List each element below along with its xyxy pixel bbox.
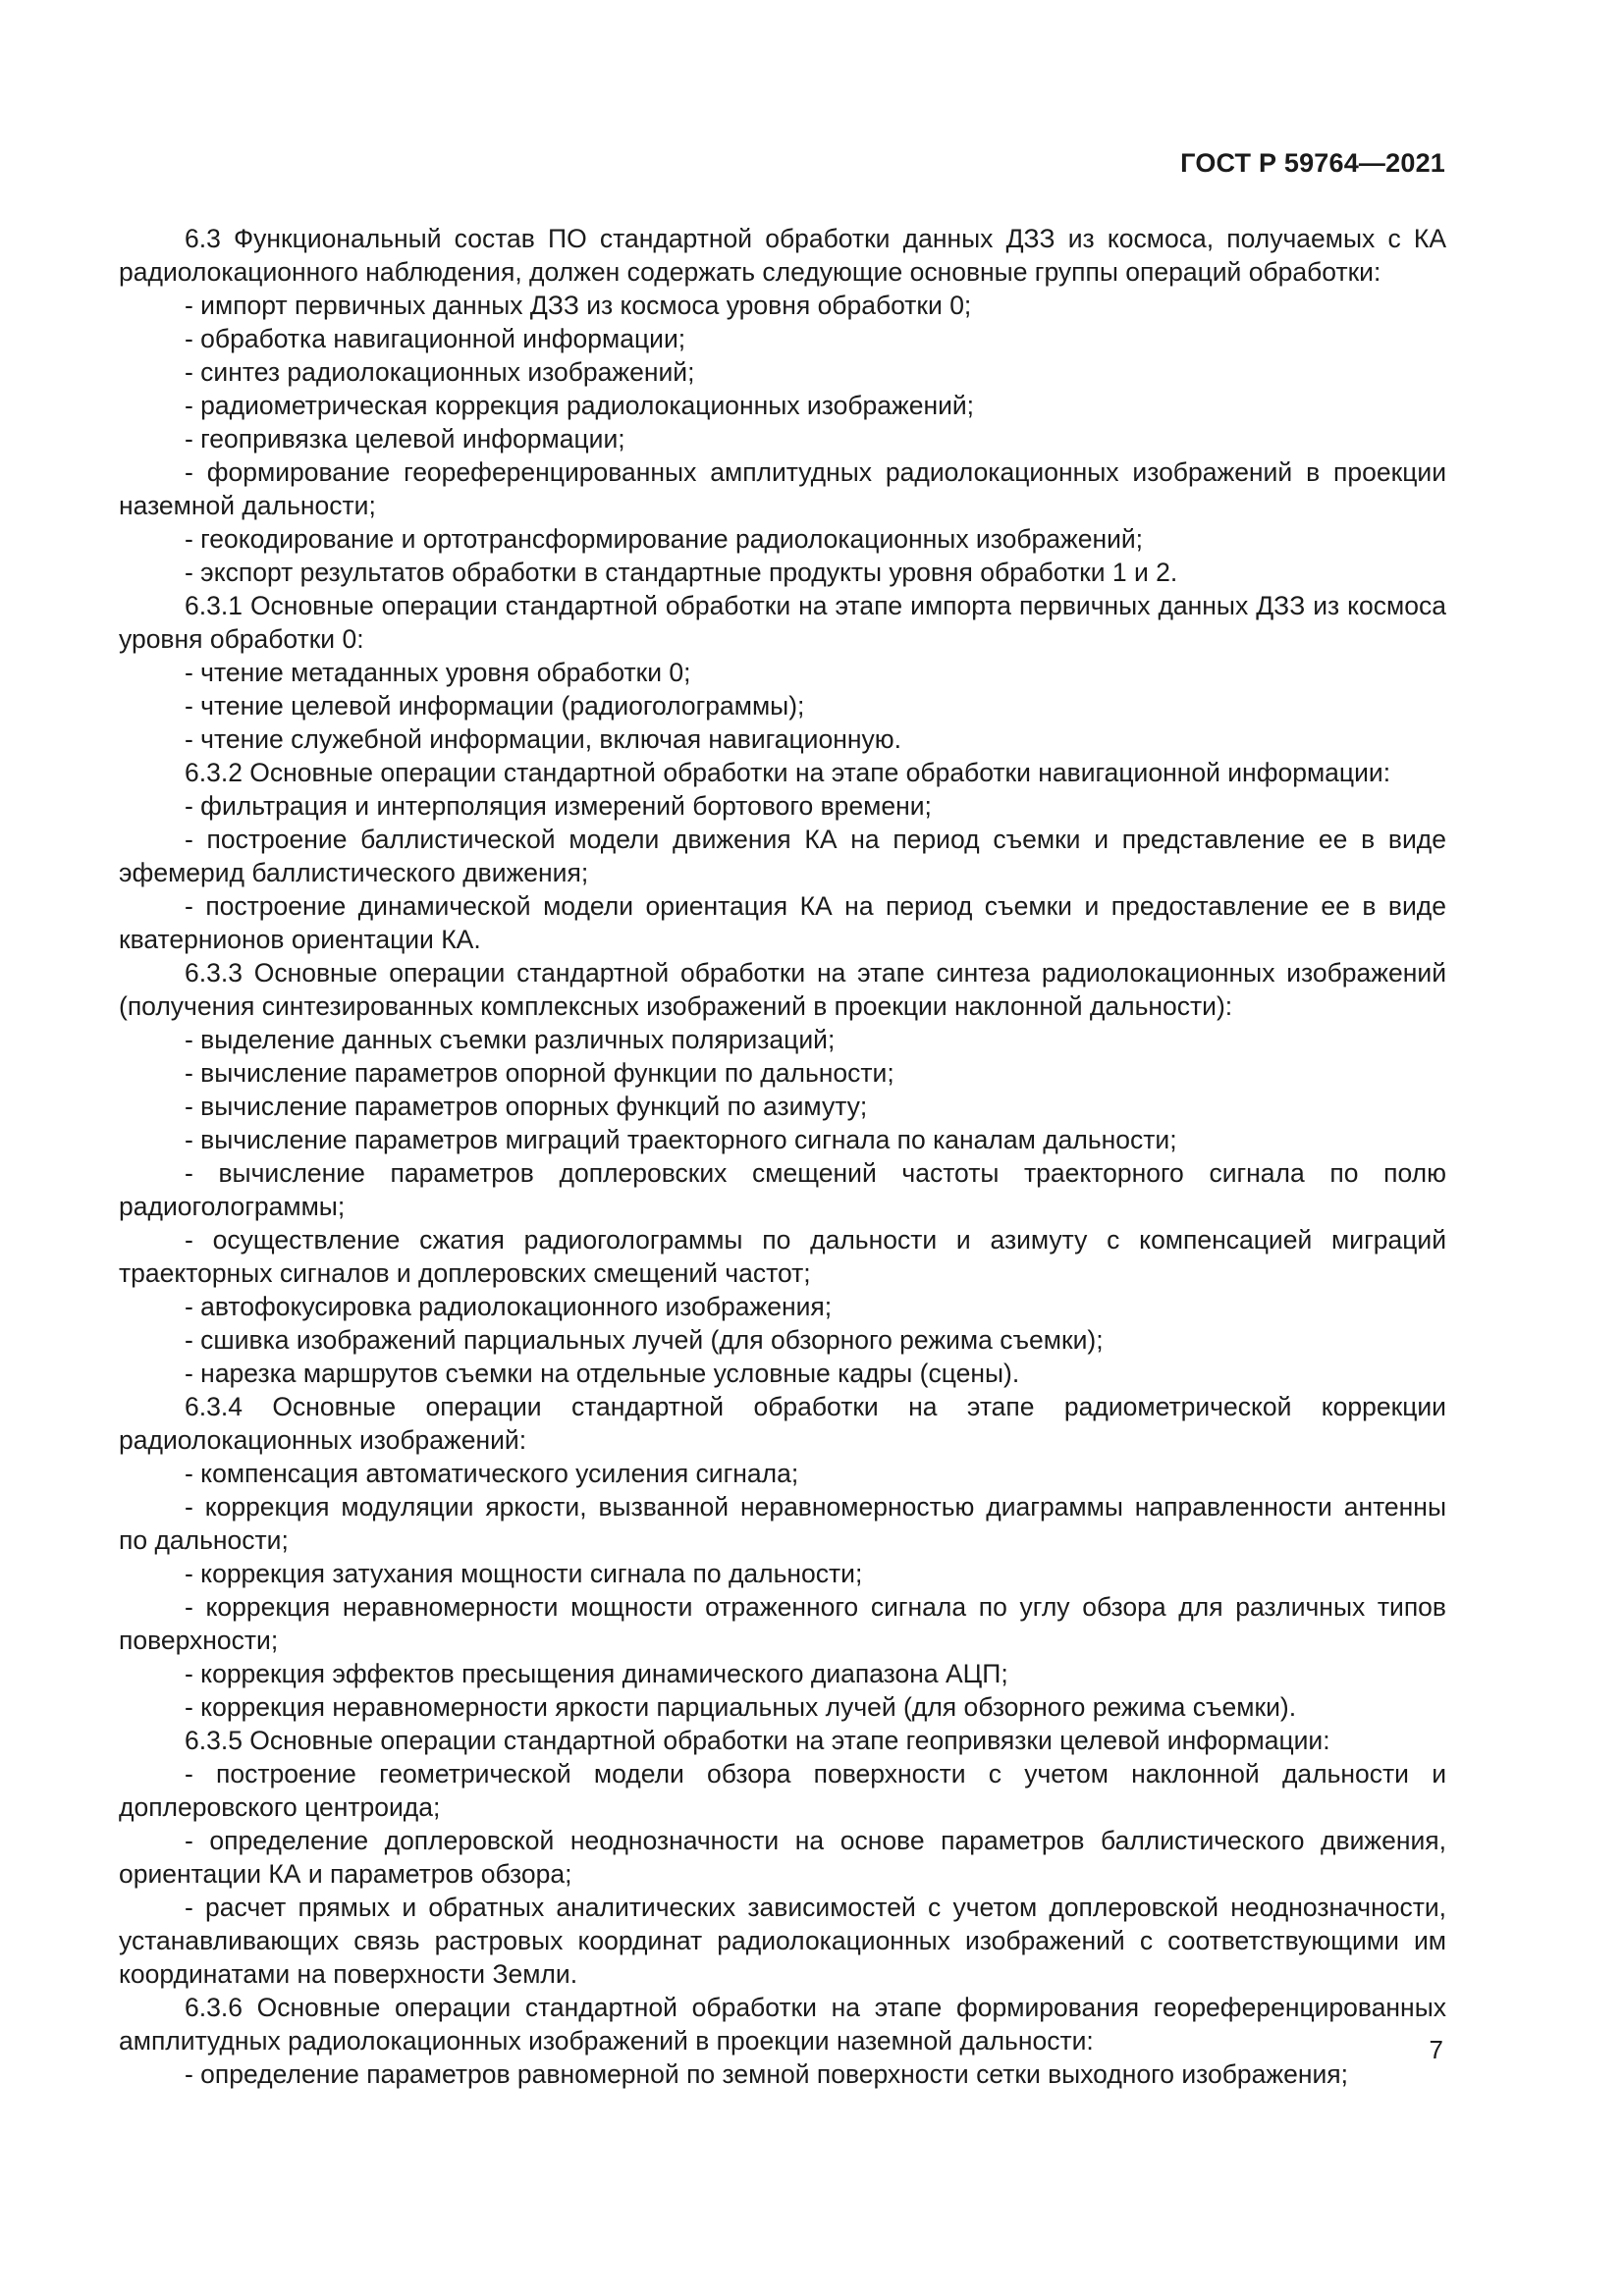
list-item: - построение баллистической модели движения КА на период съемки и представление ее в виде эфемерид баллистического движения;: [119, 825, 1446, 887]
body-text: [119, 222, 1446, 2091]
list-item: - коррекция модуляции яркости, вызванной неравномерностью диаграммы направленности антенны по дальности;: [119, 1492, 1446, 1555]
list-item: - импорт первичных данных ДЗЗ из космоса уровня обработки 0;: [185, 291, 972, 320]
list-item: - компенсация автоматического усиления сигнала;: [185, 1459, 799, 1488]
page-number: 7: [1429, 2035, 1443, 2064]
document-code-header: ГОСТ Р 59764—2021: [1180, 148, 1445, 178]
list-item: - коррекция затухания мощности сигнала по дальности;: [185, 1559, 863, 1588]
list-item: - осуществление сжатия радиоголограммы по дальности и азимуту с компенсацией миграций траекторных сигналов и доплеровских смещений частот;: [119, 1225, 1446, 1288]
list-item: - коррекция неравномерности яркости парциальных лучей (для обзорного режима съемки).: [185, 1692, 1297, 1722]
list-item: - формирование геореференцированных амплитудных радиолокационных изображений в проекции наземной дальности;: [119, 457, 1446, 520]
section-paragraph: 6.3.2 Основные операции стандартной обработки на этапе обработки навигационной информации:: [185, 758, 1391, 787]
list-item: - радиометрическая коррекция радиолокационных изображений;: [185, 391, 975, 420]
list-item: - обработка навигационной информации;: [185, 324, 686, 353]
list-item: - фильтрация и интерполяция измерений бортового времени;: [185, 791, 932, 821]
list-item: - выделение данных съемки различных поляризаций;: [185, 1025, 836, 1054]
list-item: - автофокусировка радиолокационного изображения;: [185, 1292, 833, 1321]
list-item: - вычисление параметров опорных функций по азимуту;: [185, 1092, 868, 1121]
section-paragraph: 6.3.5 Основные операции стандартной обработки на этапе геопривязки целевой информации:: [185, 1726, 1330, 1755]
section-paragraph: 6.3.1 Основные операции стандартной обработки на этапе импорта первичных данных ДЗЗ из космоса уровня обработки 0:: [119, 591, 1446, 654]
list-item: - коррекция эффектов пресыщения динамического диапазона АЦП;: [185, 1659, 1008, 1688]
list-item: - сшивка изображений парциальных лучей (для обзорного режима съемки);: [185, 1325, 1104, 1355]
list-item: - экспорт результатов обработки в стандартные продукты уровня обработки 1 и 2.: [185, 558, 1178, 587]
list-item: - геокодирование и ортотрансформирование радиолокационных изображений;: [185, 524, 1144, 554]
list-item: - определение параметров равномерной по земной поверхности сетки выходного изображения;: [185, 2059, 1349, 2089]
list-item: - чтение целевой информации (радиоголограммы);: [185, 691, 805, 721]
section-paragraph: 6.3 Функциональный состав ПО стандартной обработки данных ДЗЗ из космоса, получаемых с КА радиолокационного наблюдения, должен содержать следующие основные группы операций обработки:: [119, 224, 1446, 287]
list-item: - построение динамической модели ориентация КА на период съемки и предоставление ее в виде кватернионов ориентации КА.: [119, 891, 1446, 954]
list-item: - вычисление параметров доплеровских смещений частоты траекторного сигнала по полю радиоголограммы;: [119, 1158, 1446, 1221]
list-item: - построение геометрической модели обзора поверхности с учетом наклонной дальности и доплеровского центроида;: [119, 1759, 1446, 1822]
list-item: - определение доплеровской неоднозначности на основе параметров баллистического движения, ориентации КА и параметров обзора;: [119, 1826, 1446, 1889]
list-item: - вычисление параметров опорной функции по дальности;: [185, 1058, 894, 1088]
list-item: - чтение служебной информации, включая навигационную.: [185, 724, 901, 754]
list-item: - нарезка маршрутов съемки на отдельные условные кадры (сцены).: [185, 1359, 1020, 1388]
list-item: - чтение метаданных уровня обработки 0;: [185, 658, 691, 687]
section-paragraph: 6.3.4 Основные операции стандартной обработки на этапе радиометрической коррекции радиолокационных изображений:: [119, 1392, 1446, 1455]
section-paragraph: 6.3.3 Основные операции стандартной обработки на этапе синтеза радиолокационных изображений (получения синтезированных комплексных изображений в проекции наклонной дальности):: [119, 958, 1446, 1021]
list-item: - расчет прямых и обратных аналитических зависимостей с учетом доплеровской неоднозначности, устанавливающих связь растровых координат радиолокационных изображений с соответствующими им координатами на поверхности Земли.: [119, 1893, 1446, 1989]
list-item: - геопривязка целевой информации;: [185, 424, 625, 454]
list-item: - вычисление параметров миграций траекторного сигнала по каналам дальности;: [185, 1125, 1177, 1154]
list-item: - коррекция неравномерности мощности отраженного сигнала по углу обзора для различных типов поверхности;: [119, 1592, 1446, 1655]
section-paragraph: 6.3.6 Основные операции стандартной обработки на этапе формирования геореференцированных амплитудных радиолокационных изображений в проекции наземной дальности:: [119, 1993, 1446, 2056]
list-item: - синтез радиолокационных изображений;: [185, 357, 695, 387]
